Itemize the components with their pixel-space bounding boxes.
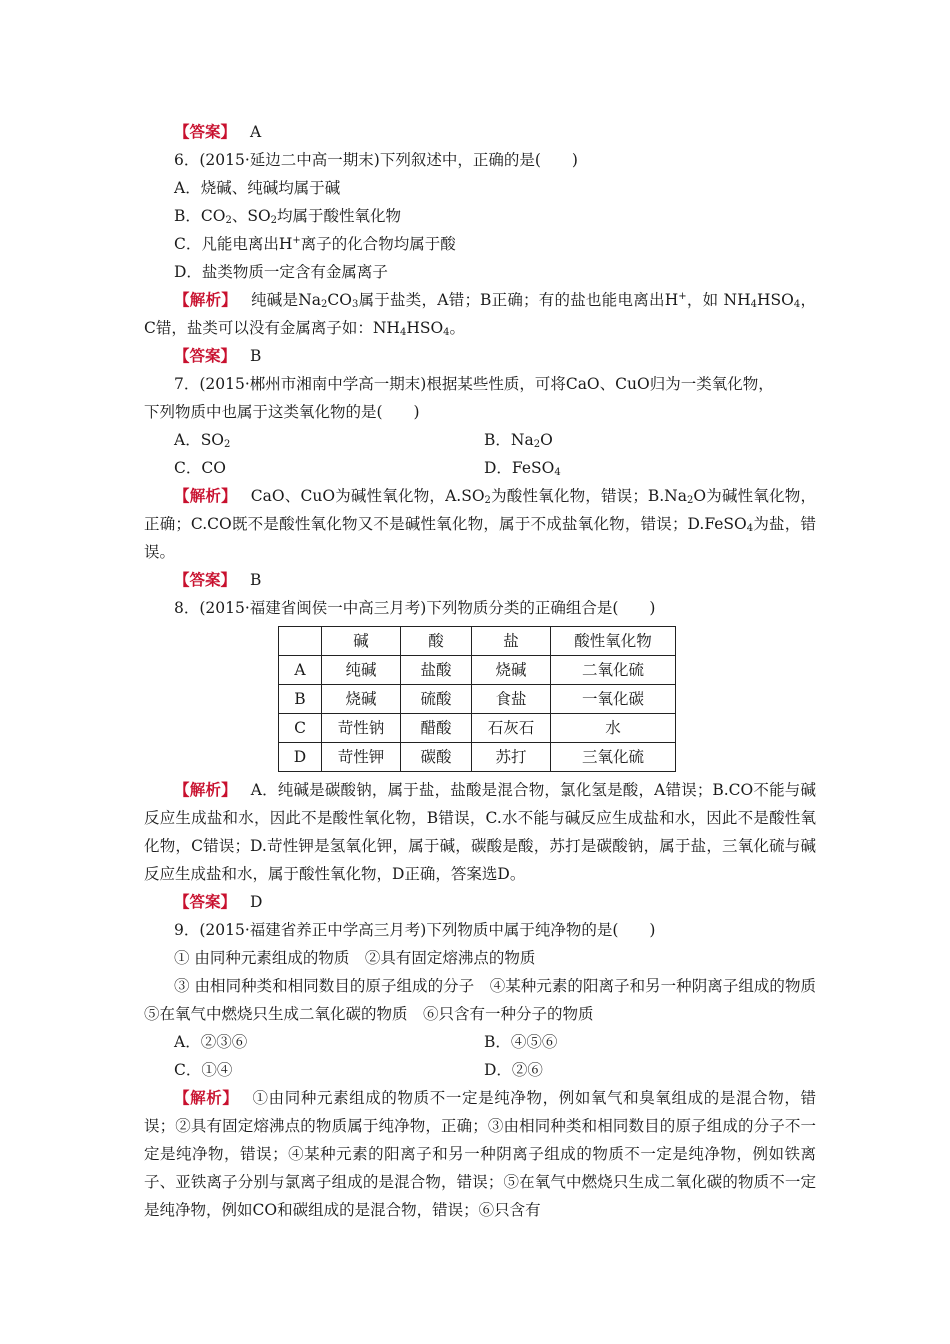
- q9-option-a: A．②③⑥: [174, 1033, 248, 1051]
- table-cell: 烧碱: [472, 656, 551, 685]
- answer-tag: 【答案】: [174, 570, 237, 589]
- q6-option-b: B．$CO_2$、$SO_2$均属于酸性氧化物: [174, 207, 402, 226]
- q8-stem: 8．(2015·福建省闽侯一中高三月考)下列物质分类的正确组合是( ): [174, 599, 656, 617]
- q9-options-row1: [144, 1028, 816, 1056]
- q9-options-row2: [144, 1056, 816, 1084]
- table-cell: 纯碱: [322, 656, 401, 685]
- q9-items-line1: ① 由同种元素组成的物质 ②具有固定熔沸点的物质: [174, 949, 536, 967]
- q8-classification-table: [278, 626, 676, 772]
- analysis-tag: 【解析】: [174, 780, 237, 799]
- table-cell: 三氧化硫: [551, 743, 676, 772]
- q7-stem-line1: 7．(2015·郴州市湘南中学高一期末)根据某些性质，可将CaO、CuO归为一类氧化物，: [174, 375, 774, 393]
- q6-option-d: D．盐类物质一定含有金属离子: [174, 263, 388, 281]
- q7-option-c: C．CO: [174, 459, 226, 477]
- q9-items-line2: ③ 由相同种类和相同数目的原子组成的分子 ④某种元素的阳离子和另一种阴离子组成的物质 ⑤在氧气中燃烧只生成二氧化碳的物质 ⑥只含有一种分子的物质: [144, 977, 832, 1023]
- q9-option-d: D．②⑥: [484, 1061, 543, 1079]
- q9-analysis: 【解析】 ①由同种元素组成的物质不一定是纯净物，例如氧气和臭氧组成的是混合物，错误；②具有固定熔沸点的物质属于纯净物，正确；③由相同种类和相同数目的原子组成的分子不一定是纯净物，错误；④某种元素的阳离子和另一种阴离子组成的物质不一定是纯净物，例如铁离子、亚铁离子分别与氯离子组成的是混合物，错误；⑤在氧气中燃烧只生成二氧化碳的物质不一定是纯净物，例如CO和碳组成的是混合物，错误；⑥只含有: [144, 1088, 816, 1219]
- table-cell: 硫酸: [401, 685, 472, 714]
- table-cell: D: [279, 743, 322, 772]
- q8-answer-line: [144, 888, 816, 916]
- q7-option-b: B．$Na_2O$: [484, 431, 553, 450]
- table-cell: 食盐: [472, 685, 551, 714]
- answer-tag: 【答案】: [174, 122, 237, 141]
- table-cell: 盐酸: [401, 656, 472, 685]
- table-header-cell: [279, 627, 322, 656]
- q6-option-a: A．烧碱、纯碱均属于碱: [174, 179, 341, 197]
- answer-tag: 【答案】: [174, 346, 237, 365]
- table-row: [279, 656, 676, 685]
- q9-option-b: B．④⑤⑥: [484, 1033, 558, 1051]
- table-header-row: [279, 627, 676, 656]
- table-cell: 醋酸: [401, 714, 472, 743]
- q5-answer-line: [144, 118, 816, 146]
- q7-options-row1: [144, 426, 816, 454]
- table-cell: 二氧化硫: [551, 656, 676, 685]
- table-cell: B: [279, 685, 322, 714]
- q7-options-row2: [144, 454, 816, 482]
- q7-answer: B: [250, 571, 262, 589]
- q8-analysis: 【解析】 A．纯碱是碳酸钠，属于盐，盐酸是混合物，氯化氢是酸，A错误；B.CO不能与碱反应生成盐和水，因此不是酸性氧化物，B错误，C.水不能与碱反应生成盐和水，因此不是酸性氧化物，C错误；D.苛性钾是氢氧化钾，属于碱，碳酸是酸，苏打是碳酸钠，属于盐，三氧化硫与碱反应生成盐和水，属于酸性氧化物，D正确，答案选D。: [144, 780, 816, 883]
- table-row: [279, 743, 676, 772]
- table-row: [279, 714, 676, 743]
- table-cell: A: [279, 656, 322, 685]
- table-header-cell: 碱: [322, 627, 401, 656]
- q7-option-a: A．$SO_2$: [174, 431, 231, 450]
- analysis-tag: 【解析】: [174, 290, 237, 309]
- table-cell: 苛性钠: [322, 714, 401, 743]
- q5-answer: A: [250, 123, 262, 141]
- table-cell: 碳酸: [401, 743, 472, 772]
- table-cell: 苏打: [472, 743, 551, 772]
- q6-analysis: 【解析】 纯碱是$Na_2CO_3$属于盐类，A错；B正确；有的盐也能电离出H+，如 $NH_4HSO_4$，C错，盐类可以没有金属离子如：$NH_4HSO_4$。: [144, 290, 816, 338]
- q6-option-c: C．凡能电离出H+离子的化合物均属于酸: [174, 235, 456, 253]
- q7-stem-line2: 下列物质中也属于这类氧化物的是( ): [144, 403, 420, 421]
- table-cell: C: [279, 714, 322, 743]
- q9-option-c: C．①④: [174, 1061, 233, 1079]
- q9-stem: 9．(2015·福建省养正中学高三月考)下列物质中属于纯净物的是( ): [174, 921, 656, 939]
- analysis-tag: 【解析】: [174, 1088, 239, 1107]
- document-page: [144, 118, 832, 1224]
- q7-option-d: D．FeSO$_4$: [484, 459, 561, 478]
- q8-answer: D: [250, 893, 263, 911]
- q6-stem: 6．(2015·延边二中高一期末)下列叙述中，正确的是( ): [174, 151, 578, 169]
- table-cell: 石灰石: [472, 714, 551, 743]
- table-header-cell: 酸性氧化物: [551, 627, 676, 656]
- table-header-cell: 盐: [472, 627, 551, 656]
- q7-answer-line: [144, 566, 816, 594]
- table-cell: 烧碱: [322, 685, 401, 714]
- analysis-tag: 【解析】: [174, 486, 237, 505]
- table-cell: 一氧化碳: [551, 685, 676, 714]
- table-cell: 苛性钾: [322, 743, 401, 772]
- table-cell: 水: [551, 714, 676, 743]
- table-row: [279, 685, 676, 714]
- answer-tag: 【答案】: [174, 892, 237, 911]
- q6-answer-line: [144, 342, 816, 370]
- table-header-cell: 酸: [401, 627, 472, 656]
- q6-answer: B: [250, 347, 262, 365]
- q7-analysis: 【解析】 CaO、CuO为碱性氧化物，$A.SO_2$为酸性氧化物，错误；$B.Na_2O$为碱性氧化物，正确；C.CO既不是酸性氧化物又不是碱性氧化物，属于不成盐氧化物，错误；D.FeSO$_4$为盐，错误。: [144, 486, 816, 561]
